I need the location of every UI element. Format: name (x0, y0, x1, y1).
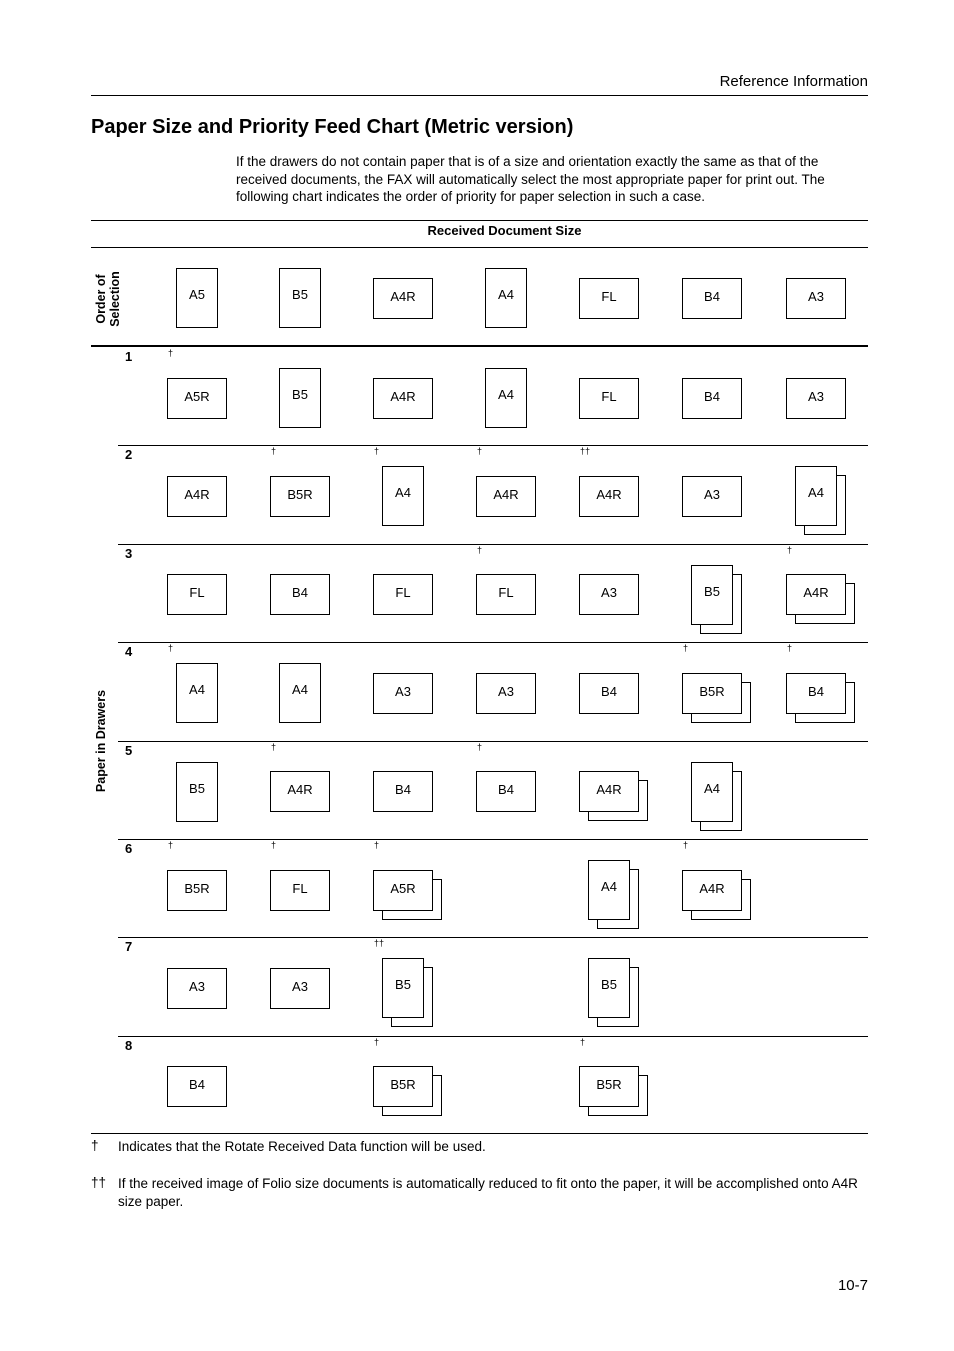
footnote-1-text: Indicates that the Rotate Received Data function will be used. (118, 1139, 486, 1154)
received-row-rule (91, 345, 868, 347)
rotate-dagger-mark: † (683, 840, 689, 850)
drawer-paper-r8-c1: B4 (167, 1066, 227, 1107)
drawer-paper-r1-c5: FL (579, 378, 639, 419)
rotate-dagger-mark: † (168, 840, 174, 850)
footnote-1-mark: † (91, 1138, 99, 1153)
drawer-paper-r6-c5: A4 (588, 860, 630, 920)
page-title: Paper Size and Priority Feed Chart (Metric version) (91, 116, 574, 138)
drawer-paper-r8-c3: B5R (373, 1066, 433, 1107)
rotate-dagger-mark: † (374, 446, 380, 456)
received-size-5: FL (579, 278, 639, 319)
order-label-line1: Order of (94, 274, 108, 324)
footnote-2-text: If the received image of Folio size documents is automatically reduced to fit onto the paper, it will be accomplished onto A4R size paper. (118, 1176, 858, 1209)
drawer-paper-r7-c5: B5 (588, 958, 630, 1018)
drawer-paper-r6-c3: A5R (373, 870, 433, 911)
row-rule (118, 445, 868, 446)
row-rule (118, 1036, 868, 1037)
rotate-dagger-mark: † (580, 1037, 586, 1047)
drawer-paper-r7-c3: B5 (382, 958, 424, 1018)
row-number: 1 (125, 349, 133, 364)
row-rule (118, 544, 868, 545)
drawer-paper-r4-c7: B4 (786, 673, 846, 714)
rotate-dagger-mark: † (168, 348, 174, 358)
rotate-dagger-mark: † (271, 840, 277, 850)
rotate-dagger-mark: † (477, 545, 483, 555)
row-number: 4 (125, 644, 133, 659)
drawer-paper-r3-c5: A3 (579, 574, 639, 615)
row-number: 7 (125, 939, 133, 954)
drawer-paper-r5-c4: B4 (476, 771, 536, 812)
drawer-paper-r8-c5: B5R (579, 1066, 639, 1107)
drawer-paper-r3-c2: B4 (270, 574, 330, 615)
header-rule (91, 95, 868, 96)
drawer-paper-r3-c3: FL (373, 574, 433, 615)
drawer-paper-r1-c6: B4 (682, 378, 742, 419)
page-number: 10-7 (837, 1277, 868, 1294)
received-size-4: A4 (485, 268, 527, 328)
row-number: 2 (125, 447, 133, 462)
order-label-line2: Selection (108, 271, 122, 327)
header-section-label: Reference Information (719, 73, 868, 90)
intro-paragraph: If the drawers do not contain paper that is of a size and orientation exactly the same as that of the received documents, the FAX will automatically select the most appropriate paper for print out. The following chart indicates the order of priority for paper selection in such a case. (236, 154, 825, 204)
rotate-dagger-mark: † (271, 446, 277, 456)
row-number: 3 (125, 546, 133, 561)
drawer-paper-r6-c2: FL (270, 870, 330, 911)
drawer-paper-r1-c7: A3 (786, 378, 846, 419)
rotate-dagger-mark: † (477, 742, 483, 752)
column-header-rule (91, 247, 868, 248)
footnote-2-mark: †† (91, 1175, 107, 1190)
drawer-paper-r2-c1: A4R (167, 476, 227, 517)
rotate-dagger-mark: † (374, 1037, 380, 1047)
row-number: 5 (125, 743, 133, 758)
received-size-7: A3 (786, 278, 846, 319)
drawer-paper-r2-c6: A3 (682, 476, 742, 517)
drawer-paper-r3-c1: FL (167, 574, 227, 615)
drawer-paper-r4-c5: B4 (579, 673, 639, 714)
rotate-dagger-mark: † (787, 545, 793, 555)
rotate-dagger-mark: †† (374, 938, 385, 948)
drawer-paper-r1-c2: B5 (279, 368, 321, 428)
drawer-paper-r1-c1: A5R (167, 378, 227, 419)
drawer-paper-r2-c3: A4 (382, 466, 424, 526)
drawer-paper-r2-c5: A4R (579, 476, 639, 517)
column-header (91, 223, 918, 238)
drawer-paper-r5-c5: A4R (579, 771, 639, 812)
received-size-1: A5 (176, 268, 218, 328)
rotate-dagger-mark: † (374, 840, 380, 850)
rotate-dagger-mark: †† (580, 446, 591, 456)
drawer-paper-r4-c2: A4 (279, 663, 321, 723)
drawer-paper-r7-c1: A3 (167, 968, 227, 1009)
drawer-paper-r7-c2: A3 (270, 968, 330, 1009)
drawer-paper-r3-c4: FL (476, 574, 536, 615)
drawer-paper-r1-c4: A4 (485, 368, 527, 428)
table-bottom-rule (91, 1133, 868, 1134)
drawer-paper-r4-c4: A3 (476, 673, 536, 714)
row-rule (118, 642, 868, 643)
row-rule (118, 937, 868, 938)
rotate-dagger-mark: † (477, 446, 483, 456)
table-top-rule (91, 220, 868, 221)
column-header-label: Received Document Size (427, 223, 582, 238)
side-label: Paper in Drawers (94, 689, 108, 793)
drawer-paper-r6-c1: B5R (167, 870, 227, 911)
row-number: 8 (125, 1038, 133, 1053)
drawer-paper-r2-c2: B5R (270, 476, 330, 517)
rotate-dagger-mark: † (683, 643, 689, 653)
paper-in-drawers-label (94, 681, 110, 801)
row-rule (118, 839, 868, 840)
drawer-paper-r3-c7: A4R (786, 574, 846, 615)
drawer-paper-r2-c4: A4R (476, 476, 536, 517)
drawer-paper-r3-c6: B5 (691, 565, 733, 625)
drawer-paper-r5-c2: A4R (270, 771, 330, 812)
drawer-paper-r2-c7: A4 (795, 466, 837, 526)
row-number: 6 (125, 841, 133, 856)
drawer-paper-r6-c6: A4R (682, 870, 742, 911)
received-size-3: A4R (373, 278, 433, 319)
drawer-paper-r4-c3: A3 (373, 673, 433, 714)
drawer-paper-r5-c1: B5 (176, 762, 218, 822)
drawer-paper-r5-c3: B4 (373, 771, 433, 812)
row-rule (118, 741, 868, 742)
drawer-paper-r4-c1: A4 (176, 663, 218, 723)
order-of-selection-label (94, 264, 124, 334)
received-size-2: B5 (279, 268, 321, 328)
rotate-dagger-mark: † (168, 643, 174, 653)
drawer-paper-r1-c3: A4R (373, 378, 433, 419)
rotate-dagger-mark: † (271, 742, 277, 752)
rotate-dagger-mark: † (787, 643, 793, 653)
drawer-paper-r5-c6: A4 (691, 762, 733, 822)
received-size-6: B4 (682, 278, 742, 319)
drawer-paper-r4-c6: B5R (682, 673, 742, 714)
